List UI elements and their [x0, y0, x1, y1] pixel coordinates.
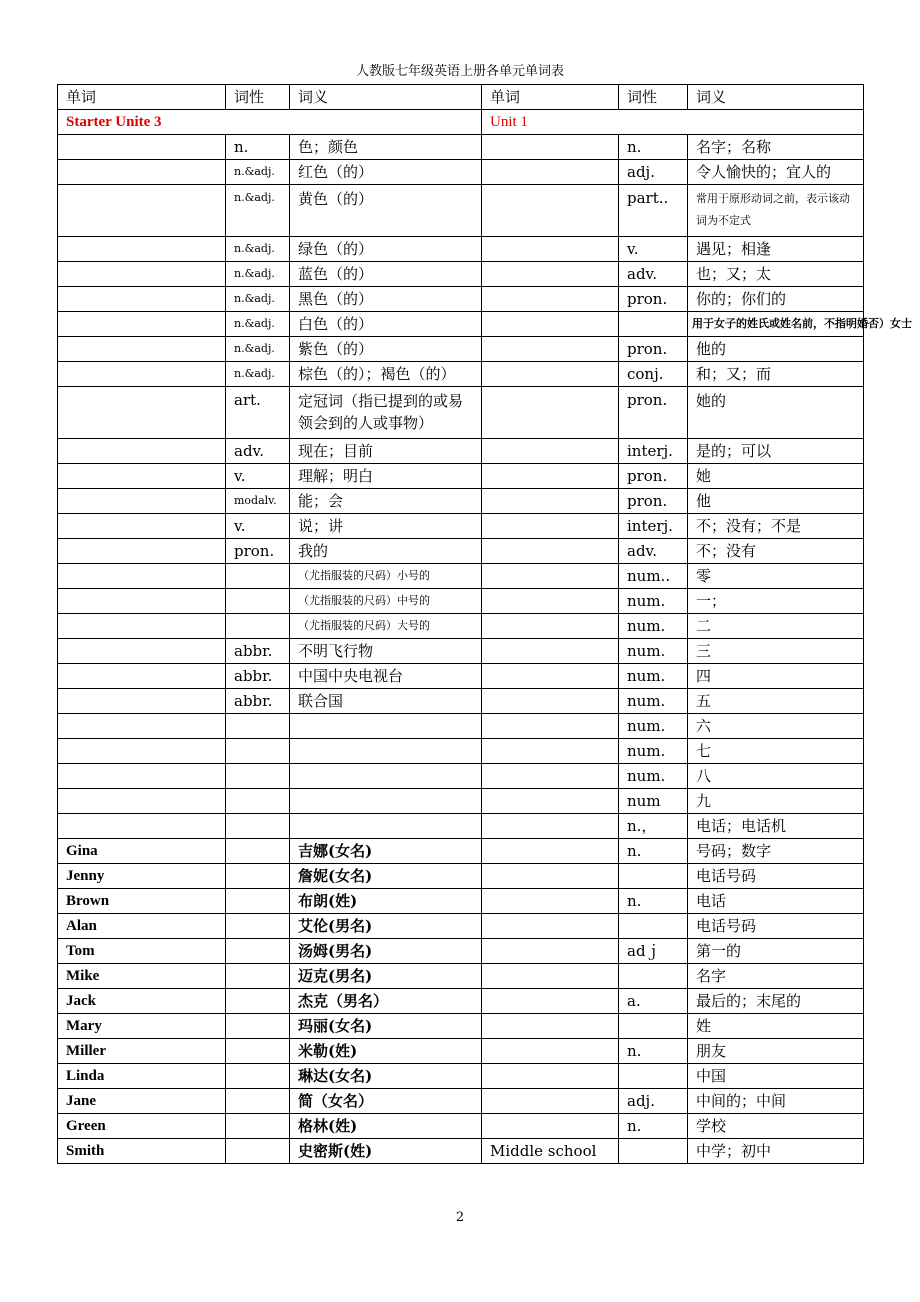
word-cell	[58, 362, 226, 387]
table-row	[58, 864, 864, 889]
pos-cell	[226, 814, 290, 839]
meaning-cell: 詹妮(女名)	[290, 864, 482, 889]
meaning-cell-2: 遇见；相逢	[688, 237, 864, 262]
pos-cell: pron.	[226, 539, 290, 564]
meaning-cell: 红色（的）	[290, 160, 482, 185]
table-row	[58, 989, 864, 1014]
pos-cell	[226, 864, 290, 889]
meaning-cell-2: 七	[688, 739, 864, 764]
pos-cell-2: pron.	[619, 387, 688, 439]
meaning-cell: 格林(姓)	[290, 1114, 482, 1139]
word-cell	[58, 589, 226, 614]
meaning-cell: 吉娜(女名)	[290, 839, 482, 864]
meaning-cell-2: 是的；可以	[688, 439, 864, 464]
pos-cell-2: num.	[619, 739, 688, 764]
word-cell	[58, 160, 226, 185]
word-cell-2	[482, 914, 619, 939]
pos-cell	[226, 839, 290, 864]
pos-cell	[226, 964, 290, 989]
meaning-cell: 蓝色（的）	[290, 262, 482, 287]
word-cell-2	[482, 514, 619, 539]
section-title-starter: Starter Unite 3	[58, 110, 482, 135]
word-cell-2	[482, 1114, 619, 1139]
pos-cell: v.	[226, 514, 290, 539]
word-cell-2	[482, 864, 619, 889]
word-cell-2	[482, 1014, 619, 1039]
meaning-cell-2: 令人愉快的；宜人的	[688, 160, 864, 185]
table-row	[58, 287, 864, 312]
page-number: 2	[455, 1210, 465, 1225]
table-row	[58, 185, 864, 237]
section-title-unit1: Unit 1	[482, 110, 864, 135]
meaning-cell: 能；会	[290, 489, 482, 514]
word-cell-2	[482, 789, 619, 814]
pos-cell-2: conj.	[619, 362, 688, 387]
pos-cell-2	[619, 1064, 688, 1089]
meaning-cell: 玛丽(女名)	[290, 1014, 482, 1039]
meaning-cell-2: 五	[688, 689, 864, 714]
meaning-cell: 理解；明白	[290, 464, 482, 489]
section-row	[58, 110, 864, 135]
meaning-cell: 米勒(姓)	[290, 1039, 482, 1064]
word-cell	[58, 739, 226, 764]
pos-cell-2: num.	[619, 614, 688, 639]
table-row	[58, 764, 864, 789]
meaning-cell: 色；颜色	[290, 135, 482, 160]
pos-cell: art.	[226, 387, 290, 439]
pos-cell	[226, 1139, 290, 1164]
meaning-cell	[290, 814, 482, 839]
meaning-cell-2: 用于女子的姓氏或姓名前，不指明婚否）女士	[688, 312, 864, 337]
table-row	[58, 1089, 864, 1114]
pos-cell-2: interj.	[619, 514, 688, 539]
word-cell	[58, 237, 226, 262]
word-cell-2	[482, 839, 619, 864]
word-cell-2	[482, 160, 619, 185]
meaning-cell-2: 零	[688, 564, 864, 589]
meaning-cell-2: 号码；数字	[688, 839, 864, 864]
table-row	[58, 914, 864, 939]
meaning-cell: 杰克（男名）	[290, 989, 482, 1014]
pos-cell	[226, 989, 290, 1014]
pos-cell-2	[619, 864, 688, 889]
word-cell-2	[482, 989, 619, 1014]
meaning-cell	[290, 714, 482, 739]
pos-cell-2: n.	[619, 135, 688, 160]
table-row	[58, 262, 864, 287]
table-row	[58, 237, 864, 262]
table-row	[58, 814, 864, 839]
pos-cell: n.&adj.	[226, 287, 290, 312]
meaning-cell-2: 三	[688, 639, 864, 664]
pos-cell-2: num..	[619, 564, 688, 589]
meaning-cell-2: 也；又；太	[688, 262, 864, 287]
word-cell-2	[482, 1064, 619, 1089]
meaning-cell-2: 电话	[688, 889, 864, 914]
meaning-cell: 简（女名）	[290, 1089, 482, 1114]
word-cell: Brown	[58, 889, 226, 914]
pos-cell: modalv.	[226, 489, 290, 514]
header-word: 单词	[58, 85, 226, 110]
meaning-cell: 紫色（的）	[290, 337, 482, 362]
meaning-cell-2: 中国	[688, 1064, 864, 1089]
pos-cell	[226, 1064, 290, 1089]
meaning-cell-2: 你的；你们的	[688, 287, 864, 312]
word-cell: Mike	[58, 964, 226, 989]
meaning-cell-2: 一；	[688, 589, 864, 614]
table-row	[58, 964, 864, 989]
meaning-cell: 说；讲	[290, 514, 482, 539]
meaning-cell-2: 不；没有	[688, 539, 864, 564]
meaning-cell: 我的	[290, 539, 482, 564]
meaning-cell-2: 四	[688, 664, 864, 689]
word-cell: Gina	[58, 839, 226, 864]
pos-cell	[226, 614, 290, 639]
word-cell-2	[482, 939, 619, 964]
pos-cell	[226, 564, 290, 589]
table-row	[58, 539, 864, 564]
meaning-cell-2: 九	[688, 789, 864, 814]
pos-cell: n.&adj.	[226, 362, 290, 387]
table-row	[58, 839, 864, 864]
table-row	[58, 939, 864, 964]
pos-cell: n.&adj.	[226, 160, 290, 185]
table-row	[58, 1014, 864, 1039]
word-cell	[58, 489, 226, 514]
pos-cell-2: adj.	[619, 1089, 688, 1114]
word-cell	[58, 814, 226, 839]
meaning-cell: 迈克(男名)	[290, 964, 482, 989]
meaning-cell: （尤指服装的尺码）中号的	[290, 589, 482, 614]
table-row	[58, 1114, 864, 1139]
word-cell	[58, 714, 226, 739]
pos-cell-2: pron.	[619, 464, 688, 489]
pos-cell	[226, 764, 290, 789]
word-cell	[58, 764, 226, 789]
pos-cell-2: n.	[619, 1114, 688, 1139]
word-cell-2	[482, 614, 619, 639]
table-row	[58, 589, 864, 614]
meaning-cell: 不明飞行物	[290, 639, 482, 664]
meaning-cell: 现在；目前	[290, 439, 482, 464]
header-row	[58, 85, 864, 110]
word-cell-2	[482, 564, 619, 589]
pos-cell-2: num.	[619, 689, 688, 714]
vocabulary-table	[57, 84, 912, 1164]
pos-cell: n.	[226, 135, 290, 160]
word-cell-2	[482, 185, 619, 237]
pos-cell	[226, 1114, 290, 1139]
pos-cell: n.&adj.	[226, 185, 290, 237]
pos-cell-2: num.	[619, 639, 688, 664]
word-cell-2	[482, 889, 619, 914]
meaning-cell-2: 第一的	[688, 939, 864, 964]
meaning-cell: 绿色（的）	[290, 237, 482, 262]
pos-cell-2: num.	[619, 714, 688, 739]
pos-cell-2: n.	[619, 839, 688, 864]
pos-cell-2: adｊ	[619, 939, 688, 964]
pos-cell: abbr.	[226, 639, 290, 664]
word-cell	[58, 514, 226, 539]
word-cell	[58, 689, 226, 714]
word-cell: Miller	[58, 1039, 226, 1064]
meaning-cell-2: 他	[688, 489, 864, 514]
table-row	[58, 489, 864, 514]
header-meaning: 词义	[290, 85, 482, 110]
word-cell	[58, 539, 226, 564]
table-row	[58, 889, 864, 914]
meaning-cell-2: 六	[688, 714, 864, 739]
word-cell-2	[482, 262, 619, 287]
table-row	[58, 789, 864, 814]
pos-cell-2: adv.	[619, 262, 688, 287]
pos-cell: abbr.	[226, 664, 290, 689]
meaning-cell-2: 她	[688, 464, 864, 489]
meaning-cell: 黄色（的）	[290, 185, 482, 237]
meaning-cell-2: 他的	[688, 337, 864, 362]
table-row	[58, 564, 864, 589]
word-cell-2	[482, 814, 619, 839]
word-cell-2	[482, 1039, 619, 1064]
meaning-cell	[290, 789, 482, 814]
word-cell	[58, 664, 226, 689]
pos-cell-2: adv.	[619, 539, 688, 564]
word-cell	[58, 287, 226, 312]
meaning-cell: 棕色（的）；褐色（的）	[290, 362, 482, 387]
pos-cell-2: num.	[619, 589, 688, 614]
pos-cell	[226, 714, 290, 739]
word-cell-2	[482, 1089, 619, 1114]
meaning-cell: （尤指服装的尺码）大号的	[290, 614, 482, 639]
table-row	[58, 664, 864, 689]
word-cell: Linda	[58, 1064, 226, 1089]
word-cell-2	[482, 135, 619, 160]
word-cell	[58, 262, 226, 287]
header-pos: 词性	[226, 85, 290, 110]
meaning-cell-2: 朋友	[688, 1039, 864, 1064]
meaning-cell-2: 名字	[688, 964, 864, 989]
pos-cell	[226, 1039, 290, 1064]
word-cell	[58, 387, 226, 439]
word-cell	[58, 789, 226, 814]
pos-cell-2: num	[619, 789, 688, 814]
meaning-cell-2: 最后的；末尾的	[688, 989, 864, 1014]
word-cell: Tom	[58, 939, 226, 964]
table-row	[58, 689, 864, 714]
pos-cell-2: n.	[619, 1039, 688, 1064]
word-cell-2	[482, 589, 619, 614]
meaning-cell: 史密斯(姓)	[290, 1139, 482, 1164]
word-cell-2	[482, 739, 619, 764]
pos-cell	[226, 1014, 290, 1039]
word-cell: Smith	[58, 1139, 226, 1164]
table-row	[58, 337, 864, 362]
word-cell-2	[482, 464, 619, 489]
meaning-cell-2: 电话；电话机	[688, 814, 864, 839]
table-row	[58, 439, 864, 464]
meaning-cell: 琳达(女名)	[290, 1064, 482, 1089]
word-cell: Green	[58, 1114, 226, 1139]
page-title: 人教版七年级英语上册各单元单词表	[355, 64, 564, 79]
word-cell	[58, 185, 226, 237]
table-row	[58, 739, 864, 764]
table-row	[58, 1064, 864, 1089]
meaning-cell-2: 中学；初中	[688, 1139, 864, 1164]
pos-cell-2: pron.	[619, 337, 688, 362]
header-word-2: 单词	[482, 85, 619, 110]
pos-cell-2: interj.	[619, 439, 688, 464]
word-cell-2	[482, 964, 619, 989]
meaning-cell-2: 姓	[688, 1014, 864, 1039]
meaning-cell-2: 常用于原形动词之前，表示该动词为不定式	[688, 185, 864, 237]
meaning-cell-2: 她的	[688, 387, 864, 439]
pos-cell	[226, 589, 290, 614]
word-cell-2	[482, 439, 619, 464]
word-cell	[58, 135, 226, 160]
pos-cell: n.&adj.	[226, 337, 290, 362]
pos-cell	[226, 914, 290, 939]
pos-cell-2: n.	[619, 889, 688, 914]
word-cell-2	[482, 714, 619, 739]
header-meaning-2: 词义	[688, 85, 864, 110]
meaning-cell: 艾伦(男名)	[290, 914, 482, 939]
meaning-cell-2: 名字；名称	[688, 135, 864, 160]
pos-cell-2	[619, 312, 688, 337]
table-row	[58, 614, 864, 639]
pos-cell-2	[619, 1014, 688, 1039]
table-row	[58, 362, 864, 387]
pos-cell: adv.	[226, 439, 290, 464]
word-cell-2	[482, 539, 619, 564]
meaning-cell-2: 电话号码	[688, 914, 864, 939]
table-row	[58, 312, 864, 337]
pos-cell: abbr.	[226, 689, 290, 714]
pos-cell: v.	[226, 464, 290, 489]
pos-cell-2	[619, 1139, 688, 1164]
pos-cell	[226, 789, 290, 814]
word-cell	[58, 312, 226, 337]
word-cell-2	[482, 237, 619, 262]
word-cell-2	[482, 764, 619, 789]
word-cell	[58, 564, 226, 589]
word-cell	[58, 464, 226, 489]
pos-cell-2: pron.	[619, 489, 688, 514]
meaning-cell-2: 二	[688, 614, 864, 639]
table-row	[58, 714, 864, 739]
meaning-cell	[290, 739, 482, 764]
pos-cell-2: adj.	[619, 160, 688, 185]
meaning-cell: 联合国	[290, 689, 482, 714]
pos-cell: n.&adj.	[226, 312, 290, 337]
meaning-cell-2: 电话号码	[688, 864, 864, 889]
table-row	[58, 639, 864, 664]
word-cell-2	[482, 387, 619, 439]
pos-cell	[226, 1089, 290, 1114]
word-cell-2	[482, 689, 619, 714]
pos-cell: n.&adj.	[226, 237, 290, 262]
word-cell-2	[482, 362, 619, 387]
pos-cell-2	[619, 914, 688, 939]
pos-cell-2: v.	[619, 237, 688, 262]
word-cell	[58, 639, 226, 664]
pos-cell-2: a.	[619, 989, 688, 1014]
pos-cell-2: num.	[619, 764, 688, 789]
word-cell	[58, 614, 226, 639]
word-cell: Jenny	[58, 864, 226, 889]
table-row	[58, 464, 864, 489]
pos-cell	[226, 889, 290, 914]
meaning-cell-2: 学校	[688, 1114, 864, 1139]
pos-cell-2: n.，	[619, 814, 688, 839]
pos-cell: n.&adj.	[226, 262, 290, 287]
meaning-cell: 定冠词（指已提到的或易领会到的人或事物）	[290, 387, 482, 439]
word-cell: Mary	[58, 1014, 226, 1039]
word-cell-2	[482, 337, 619, 362]
meaning-cell: （尤指服装的尺码）小号的	[290, 564, 482, 589]
pos-cell-2: num.	[619, 664, 688, 689]
meaning-cell	[290, 764, 482, 789]
meaning-cell: 中国中央电视台	[290, 664, 482, 689]
meaning-cell-2: 中间的；中间	[688, 1089, 864, 1114]
word-cell	[58, 439, 226, 464]
meaning-cell: 汤姆(男名)	[290, 939, 482, 964]
table-row	[58, 135, 864, 160]
word-cell-2	[482, 489, 619, 514]
meaning-cell-2: 和；又；而	[688, 362, 864, 387]
pos-cell-2	[619, 964, 688, 989]
word-cell: Jack	[58, 989, 226, 1014]
word-cell	[58, 337, 226, 362]
word-cell-2	[482, 287, 619, 312]
header-pos-2: 词性	[619, 85, 688, 110]
meaning-cell: 黑色（的）	[290, 287, 482, 312]
pos-cell	[226, 939, 290, 964]
word-cell: Alan	[58, 914, 226, 939]
word-cell-2	[482, 664, 619, 689]
word-cell: Jane	[58, 1089, 226, 1114]
word-cell-2	[482, 639, 619, 664]
meaning-cell-2: 不；没有；不是	[688, 514, 864, 539]
table-row	[58, 387, 864, 439]
table-row	[58, 1039, 864, 1064]
meaning-cell: 布朗(姓)	[290, 889, 482, 914]
table-row	[58, 160, 864, 185]
pos-cell-2: part..	[619, 185, 688, 237]
pos-cell	[226, 739, 290, 764]
table-row	[58, 1139, 864, 1164]
table-row	[58, 514, 864, 539]
word-cell-2: Middle school	[482, 1139, 619, 1164]
word-cell-2	[482, 312, 619, 337]
pos-cell-2: pron.	[619, 287, 688, 312]
meaning-cell: 白色（的）	[290, 312, 482, 337]
meaning-cell-2: 八	[688, 764, 864, 789]
